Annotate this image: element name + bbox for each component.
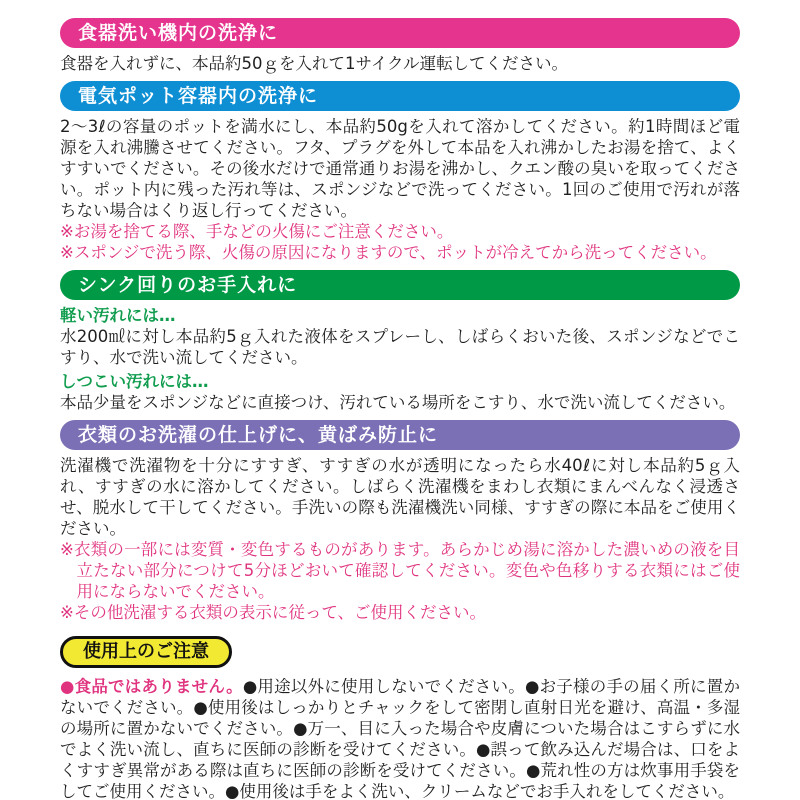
section-precautions — [60, 630, 740, 800]
section-header-sink-care-label: シンク回りのお手入れに — [78, 274, 298, 296]
sink-stubborn-dirt-title: しつこい汚れには… — [60, 372, 209, 391]
sink-light-dirt-title: 軽い汚れには… — [60, 306, 176, 325]
section-header-laundry — [60, 420, 740, 450]
precautions-bullet-list: ●用途以外に使用しないでください。●お子様の手の届く所に置かないでください。●使用後はしっかりとチャックをして密閉し直射日光を避け、高温・多湿の場所に置かないでください。●万一、目に入った場合や皮膚についた場合はこすらずに水でよく洗い流し、直ちに医師の診断を受けてください。●誤って飲み込んだ場合は、口をよくすすぎ異常がある際は直ちに医師の診断を受けてください。●荒れ性の方は炊事用手袋をしてご使用ください。●使用後は手をよく洗い、クリームなどでお手入れをしてください。 — [60, 677, 740, 800]
dishwasher-instructions: 食器を入れずに、本品約50ｇを入れて1サイクル運転してください。 — [60, 54, 569, 73]
electric-pot-warning-burn: ※お湯を捨てる際、手などの火傷にご注意ください。 — [60, 222, 454, 241]
electric-pot-instructions: 2～3ℓの容量のポットを満水にし、本品約50gを入れて溶かしてください。約1時間ほど電源を入れ沸騰させてください。フタ、プラグを外して本品を入れ沸かしたお湯を捨て、よくすすいでください。その後水だけで通常通りお湯を沸かし、クエン酸の臭いを取ってください。ポット内に残った汚れ等は、スポンジなどで洗ってください。1回のご使用で汚れが落ちない場合はくり返し行ってください。 — [60, 117, 740, 220]
electric-pot-warning-sponge: ※スポンジで洗う際、火傷の原因になりますので、ポットが冷えてから洗ってください。 — [60, 243, 717, 262]
precautions-not-food-warning: ●食品ではありません。 — [60, 677, 243, 696]
precautions-badge-label: 使用上のご注意 — [83, 641, 209, 662]
precautions-text — [60, 676, 740, 800]
section-sink-care — [60, 270, 740, 413]
section-electric-pot — [60, 81, 740, 263]
section-header-electric-pot-label: 電気ポット容器内の洗浄に — [78, 85, 319, 107]
section-laundry — [60, 420, 740, 623]
sink-light-dirt-instructions: 水200㎖に対し本品約5ｇ入れた液体をスプレーし、しばらくおいた後、スポンジなどでこすり、水で洗い流してください。 — [60, 327, 740, 367]
section-dishwasher — [60, 18, 740, 74]
laundry-instructions: 洗濯機で洗濯物を十分にすすぎ、すすぎの水が透明になったら水40ℓに対し本品約5ｇ入れ、すすぎの水に溶かしてください。しばらく洗濯機をまわし衣類にまんべんなく浸透させ、脱水して干してください。手洗いの際も洗濯機洗い同様、すすぎの際に本品をご使用ください。 — [60, 456, 740, 538]
section-header-laundry-label: 衣類のお洗濯の仕上げに、黄ばみ防止に — [78, 424, 439, 446]
section-header-dishwasher-label: 食器洗い機内の洗浄に — [78, 22, 279, 44]
section-header-sink-care — [60, 270, 740, 300]
laundry-warning-care-label: ※その他洗濯する衣類の表示に従って、ご使用ください。 — [60, 603, 486, 622]
laundry-warning-discoloration: ※衣類の一部には変質・変色するものがあります。あらかじめ湯に溶かした濃いめの液を目立たない部分につけて5分ほどおいて確認してください。変色や色移りする衣類にはご使用にならないでください。 — [60, 540, 740, 601]
precautions-badge — [60, 636, 232, 668]
section-header-dishwasher — [60, 18, 740, 48]
sink-stubborn-dirt-instructions: 本品少量をスポンジなどに直接つけ、汚れている場所をこすり、水で洗い流してください。 — [60, 393, 736, 412]
section-header-electric-pot — [60, 81, 740, 111]
